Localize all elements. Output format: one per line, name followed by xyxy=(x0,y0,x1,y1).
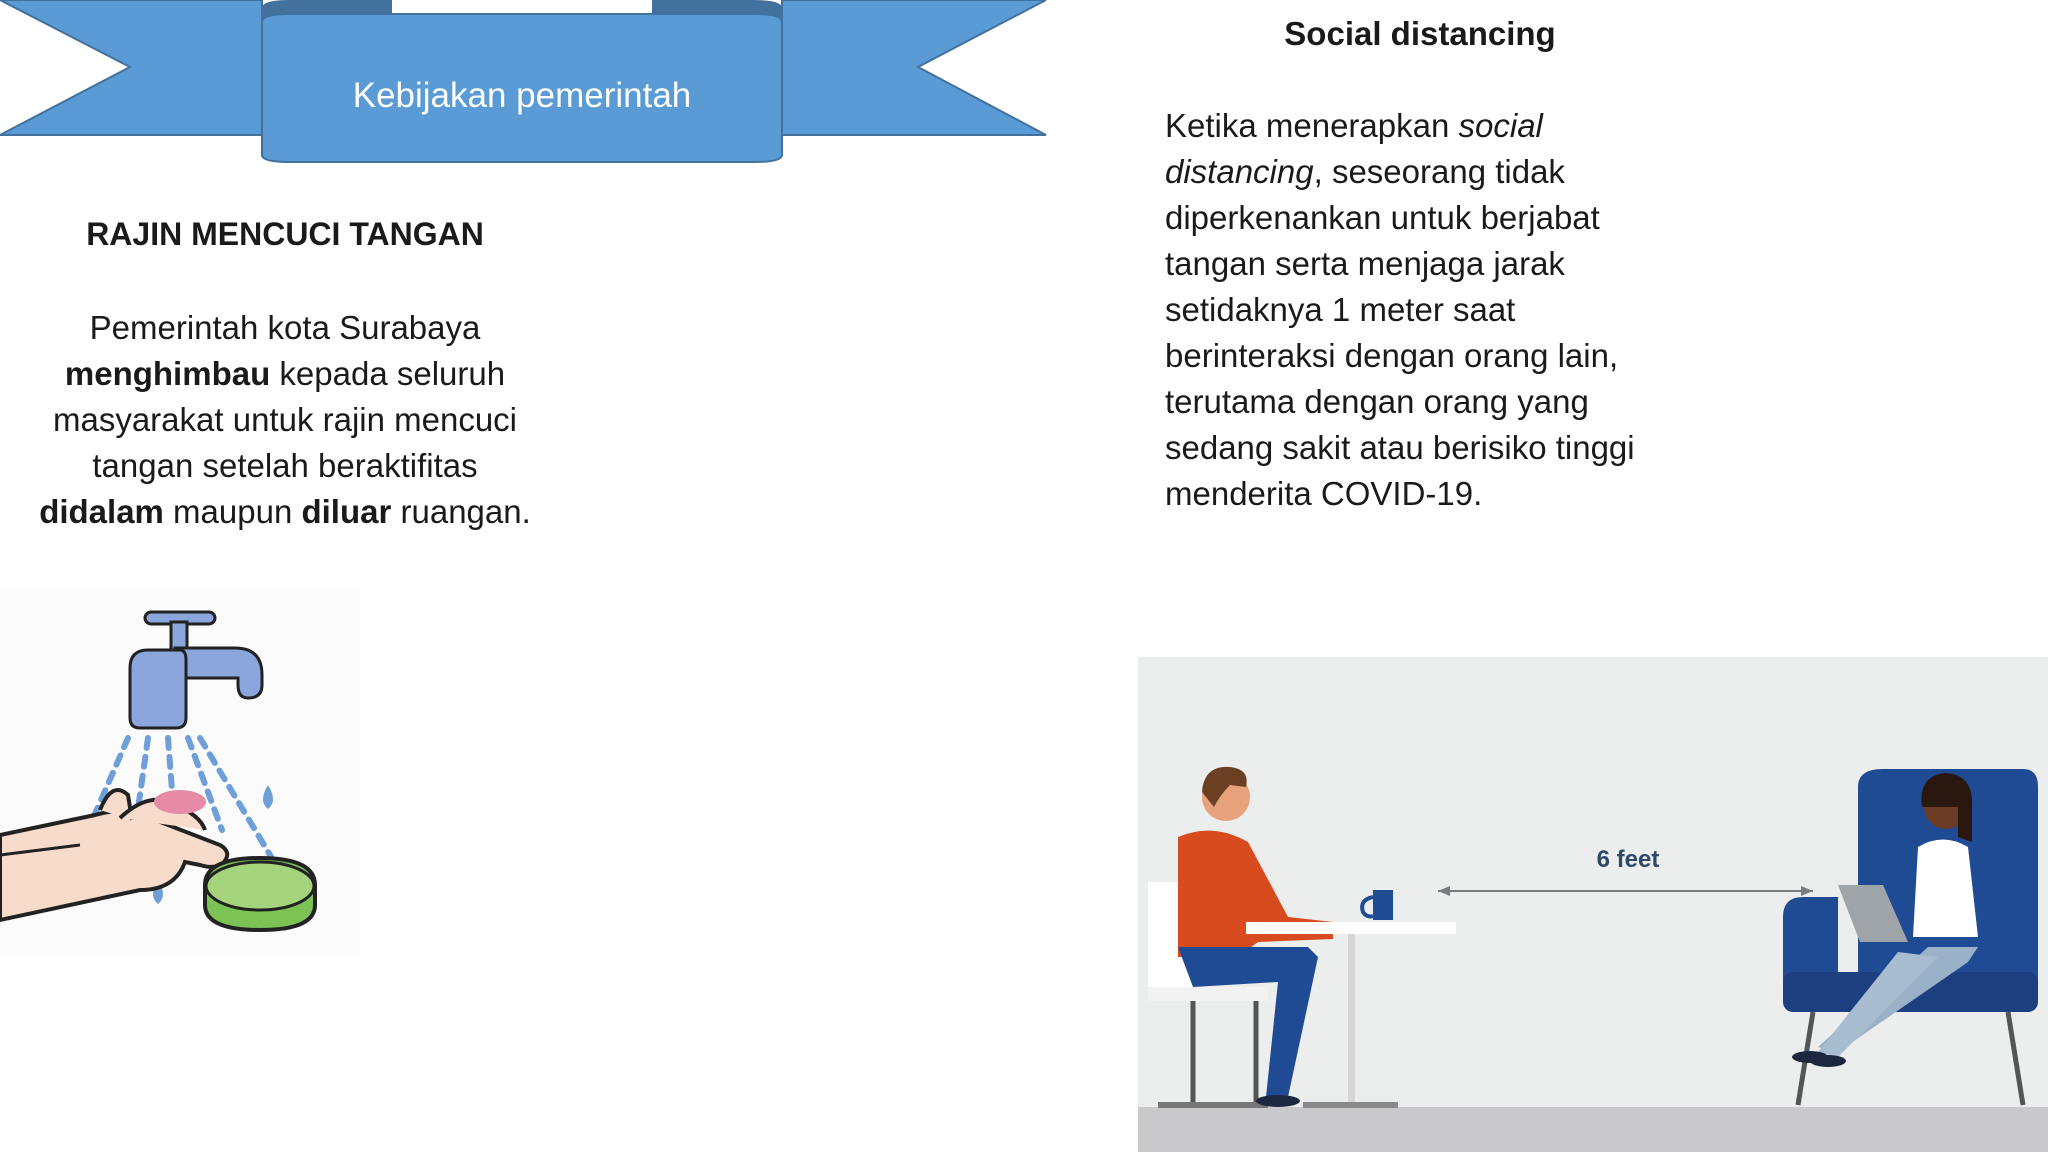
social-distancing-body xyxy=(1165,103,1685,517)
handwash-line-4: tangan setelah beraktifitas xyxy=(92,447,478,484)
handwashing-illustration xyxy=(0,590,360,955)
social-distancing-illustration xyxy=(1138,657,2048,1152)
social-distancing-heading: Social distancing xyxy=(1284,15,1556,52)
distance-label: 6 feet xyxy=(1596,846,1660,873)
handwash-line-2: menghimbau kepada seluruh xyxy=(64,355,506,392)
sd-line-3: diperkenankan untuk berjabat xyxy=(1165,199,1600,236)
handwash-body xyxy=(0,305,570,535)
handwash-line-5: didalam maupun diluar ruangan. xyxy=(39,493,531,530)
sd-line-5: setidaknya 1 meter saat xyxy=(1165,291,1516,328)
sd-line-7: terutama dengan orang yang xyxy=(1165,383,1589,420)
floor xyxy=(1138,1107,2048,1152)
sd-line-9: menderita COVID-19. xyxy=(1165,475,1483,512)
sd-line-1: Ketika menerapkan social xyxy=(1165,107,1543,144)
sd-line-4: tangan serta menjaga jarak xyxy=(1165,245,1565,282)
sd-line-8: sedang sakit atau berisiko tinggi xyxy=(1165,429,1635,466)
handwash-line-3: masyarakat untuk rajin mencuci xyxy=(52,401,518,438)
banner-left-tail xyxy=(0,0,262,135)
handwash-line-1: Pemerintah kota Surabaya xyxy=(89,309,481,346)
handwash-heading: RAJIN MENCUCI TANGAN xyxy=(86,216,484,252)
sd-line-6: berinteraksi dengan orang lain, xyxy=(1165,337,1619,374)
soap-bar-icon xyxy=(205,858,315,930)
banner-right-tail xyxy=(782,0,1046,135)
sd-line-2: distancing, seseorang tidak xyxy=(1165,153,1565,190)
banner-title: Kebijakan pemerintah xyxy=(352,76,692,115)
